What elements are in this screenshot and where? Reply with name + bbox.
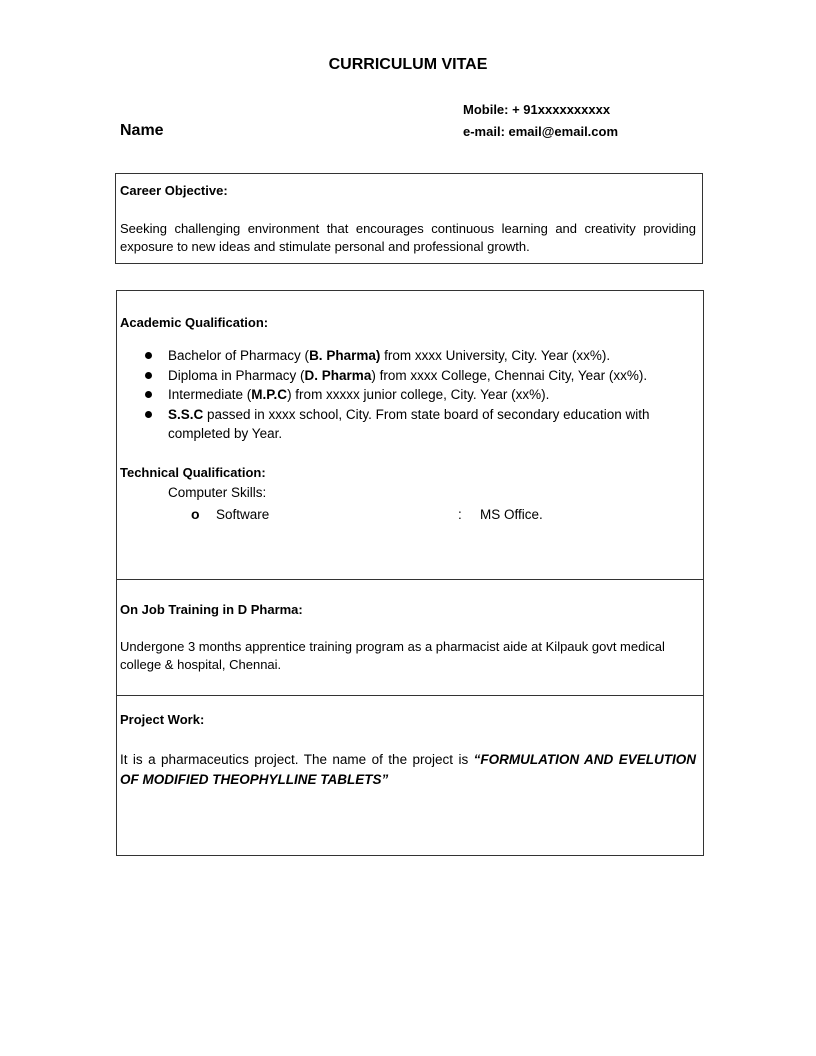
mobile-number: Mobile: + 91xxxxxxxxxx (463, 102, 611, 117)
career-objective-heading: Career Objective: (120, 183, 228, 198)
academic-item: Diploma in Pharmacy (D. Pharma) from xxxx College, Chennai City, Year (xx%). (168, 366, 713, 386)
academic-list (142, 346, 713, 444)
circle-bullet-icon: o (191, 506, 200, 522)
academic-item: Bachelor of Pharmacy (B. Pharma) from xxxx University, City. Year (xx%). (168, 346, 713, 366)
project-text: It is a pharmaceutics project. The name of the project is “FORMULATION AND EVELUTION OF MODIFIED THEOPHYLLINE TABLETS” (120, 752, 696, 787)
training-heading: On Job Training in D Pharma: (120, 602, 303, 617)
project-heading: Project Work: (120, 712, 205, 727)
document-title: CURRICULUM VITAE (328, 56, 488, 73)
academic-heading: Academic Qualification: (120, 315, 269, 330)
academic-item: S.S.C passed in xxxx school, City. From state board of secondary education with completed by Year. (168, 405, 713, 444)
career-objective-text: Seeking challenging environment that encourages continuous learning and creativity providing exposure to new ideas and stimulate personal and professional growth. (120, 221, 696, 254)
software-separator: : (458, 507, 462, 522)
technical-heading: Technical Qualification: (120, 465, 266, 480)
training-text: Undergone 3 months apprentice training program as a pharmacist aide at Kilpauk govt medical college & hospital, Chennai. (120, 639, 665, 672)
email-address: e-mail: email@email.com (463, 124, 619, 139)
software-value: MS Office. (480, 507, 543, 522)
candidate-name: Name (120, 122, 164, 139)
software-label: Software (216, 507, 270, 522)
computer-skills-label: Computer Skills: (168, 485, 267, 500)
project-name: “FORMULATION AND EVELUTION OF MODIFIED THEOPHYLLINE TABLETS” (120, 752, 696, 787)
academic-item: Intermediate (M.P.C) from xxxxx junior college, City. Year (xx%). (168, 385, 713, 405)
